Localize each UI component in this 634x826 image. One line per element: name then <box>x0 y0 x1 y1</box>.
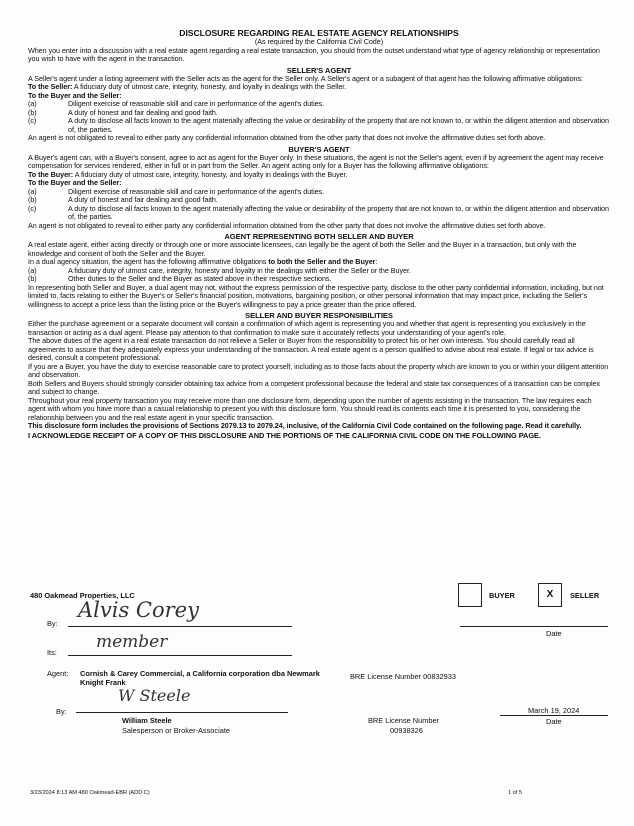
buyer-agent-paragraph: A Buyer's agent can, with a Buyer's consent, agree to act as agent for the Buyer only. In these situations, the agent is not the Seller's agent, even if by agreement the agent may receive compensation for services rendered, either in full or in part from the Seller. An agent acting only for a Buyer has the following affirmative obligations: <box>28 152 604 170</box>
by2-label: By: <box>56 707 67 716</box>
responsibilities-paragraph: Either the purchase agreement or a separate document will contain a confirmation of which agent is representing you and whether that agent is representing you exclusively in the transaction or acting as a dual agent. Please pay attention to that confirmation to make sure it accurately reflects your understanding of your agent's role. <box>28 319 586 337</box>
list-text: A duty of honest and fair dealing and good faith. <box>68 107 218 117</box>
date-line <box>460 626 608 627</box>
dual-agent-heading: AGENT REPRESENTING BOTH SELLER AND BUYER <box>224 232 414 241</box>
list-marker: (b) <box>28 274 37 283</box>
salesperson-license-number: 00938326 <box>390 726 423 735</box>
to-buyer-label: To the Buyer: <box>28 169 74 179</box>
responsibilities-paragraph: If you are a Buyer, you have the duty to exercise reasonable care to protect yourself, including as to those facts about the property which are known to you or within your diligent attention and observation. <box>28 361 609 379</box>
its-line <box>68 655 292 656</box>
dual-agent-representing: In representing both Seller and Buyer, a dual agent may not, without the express permission of the respective party, disclose to the other party confidential information, including, but not limited to, facts relating to either the Buyer's or Seller's financial position, motivations, bargaining position, or other personal information that may impact price, including the Seller's willingness to accept a price less than the listing price or the Buyer's willingness to pay a price greater than the price offered. <box>28 282 604 309</box>
salesperson-signature: W Steele <box>118 686 191 705</box>
agent-license: BRE License Number 00832933 <box>350 672 456 681</box>
list-marker: (b) <box>28 195 37 204</box>
by2-signature-line <box>76 712 288 713</box>
by-label: By: <box>47 619 58 628</box>
list-item <box>28 117 610 134</box>
seller-agent-paragraph: A Seller's agent under a listing agreement with the Seller acts as the agent for the Seller only. A Seller's agent or a subagent of that agent has the following affirmative obligations: <box>28 73 583 83</box>
list-marker: (c) <box>28 203 37 213</box>
dual-agent-paragraph: A real estate agent, either acting directly or through one or more associate licensees, can legally be the agent of both the Seller and the Buyer in a transaction, but only with the knowledge and consent of both the Seller and the Buyer. <box>28 240 577 258</box>
page-title: DISCLOSURE REGARDING REAL ESTATE AGENCY RELATIONSHIPS <box>179 28 459 38</box>
seller-label: SELLER <box>570 591 600 600</box>
list-marker: (a) <box>28 99 37 108</box>
list-marker: (a) <box>28 265 37 275</box>
dual-obligations-text: In a dual agency situation, the agent has the following affirmative obligations <box>28 257 269 266</box>
buyer-agent-confidential: An agent is not obligated to reveal to either party any confidential information obtained from the other party that does not involve the affirmative duties set forth above. <box>28 220 546 230</box>
list-text: A fiduciary duty of utmost care, integrity, honesty and loyalty in the dealings with either the Seller or the Buyer. <box>68 265 411 275</box>
list-text: Diligent exercise of reasonable skill and care in performance of the agent's duties. <box>68 186 325 196</box>
seller-agent-confidential: An agent is not obligated to reveal to either party any confidential information obtained from the other party that does not involve the affirmative duties set forth above. <box>28 133 546 142</box>
acknowledgement: I ACKNOWLEDGE RECEIPT OF A COPY OF THIS DISCLOSURE AND THE PORTIONS OF THE CALIFORNIA CIVIL CODE ON THE FOLLOWING PAGE. <box>28 430 541 440</box>
responsibilities-paragraph: Both Sellers and Buyers should strongly consider obtaining tax advice from a competent professional because the federal and state tax consequences of a transaction can be complex and subject to change. <box>28 378 601 396</box>
salesperson-name: William Steele <box>122 716 172 725</box>
list-text: Diligent exercise of reasonable skill and care in performance of the agent's duties. <box>68 99 325 108</box>
its-title-handwritten: member <box>96 632 168 652</box>
party-name: 480 Oakmead Properties, LLC <box>30 591 135 600</box>
list-text: A duty to disclose all facts known to the agent materially affecting the value or desirability of the property that are not known to, or within the diligent attention and observation of, the parties. <box>68 203 609 221</box>
civil-code-note: This disclosure form includes the provisions of Sections 2079.13 to 2079.24, inclusive, of the California Civil Code contained on the following page. Read it carefully. <box>28 421 582 430</box>
seller-agent-heading: SELLER'S AGENT <box>286 65 352 75</box>
responsibilities-heading: SELLER AND BUYER RESPONSIBILITIES <box>245 311 393 320</box>
list-text: Other duties to the Seller and the Buyer as stated above in their respective sections. <box>68 274 332 283</box>
buyer-agent-heading: BUYER'S AGENT <box>288 144 350 154</box>
agent-name: Cornish & Carey Commercial, a California corporation dba Newmark Knight Frank <box>80 669 320 687</box>
responsibilities-paragraph: Throughout your real property transaction you may receive more than one disclosure form, depending upon the number of agents assisting in the transaction. The law requires each agent with whom you have more than a casual relationship to present you with this disclosure form. You should read its contents each time it is presented to you, considering the relationship between you and the real estate agent in your specific transaction. <box>28 395 592 422</box>
page-number: 1 of 5 <box>508 790 522 796</box>
list-text: A duty of honest and fair dealing and good faith. <box>68 195 218 204</box>
its-label: Its: <box>47 648 57 657</box>
disclosure-body <box>28 28 610 440</box>
date2-value: March 19, 2024 <box>528 706 580 715</box>
list-item <box>28 205 610 222</box>
intro-paragraph: When you enter into a discussion with a real estate agent regarding a real estate transaction, you should from the outset understand what type of agency relationship or representation you wish to have with the agent in the transaction. <box>28 45 600 63</box>
owner-signature: Alvis Corey <box>78 598 199 622</box>
list-marker: (c) <box>28 116 37 125</box>
salesperson-license-label: BRE License Number <box>368 716 440 725</box>
date-label: Date <box>546 629 562 638</box>
by-signature-line <box>68 626 292 627</box>
list-marker: (b) <box>28 107 37 117</box>
buyer-label: BUYER <box>489 591 515 600</box>
dual-obligations-colon: : <box>375 257 378 266</box>
buyer-checkbox[interactable] <box>458 583 482 607</box>
date2-label: Date <box>546 717 562 726</box>
salesperson-title: Salesperson or Broker-Associate <box>122 726 231 735</box>
to-seller-text: A fiduciary duty of utmost care, integrity, honesty, and loyalty in dealings with the Seller. <box>72 82 347 91</box>
list-text: A duty to disclose all facts known to the agent materially affecting the value or desirability of the property that are not known to, or within the diligent attention and observation of, the parties. <box>68 116 609 134</box>
to-buyer-text: A fiduciary duty of utmost care, integrity, honesty, and loyalty in dealings with the Buyer. <box>73 169 348 179</box>
responsibilities-paragraph: The above duties of the agent in a real estate transaction do not relieve a Seller or Buyer from the responsibility to protect his or her own interests. You should carefully read all agreements to assure that they adequately express your understanding of the transaction. A real estate agent is a person qualified to advise about real estate. If legal or tax advice is desired, consult a competent professional. <box>28 336 594 362</box>
page-subtitle: (As required by the California Civil Code) <box>254 37 384 46</box>
date2-line <box>500 715 608 716</box>
seller-checkbox[interactable]: X <box>538 583 562 607</box>
list-marker: (a) <box>28 186 37 196</box>
seller-agent-to-both-label: To the Buyer and the Seller: <box>28 90 122 100</box>
agent-label: Agent: <box>47 669 69 678</box>
footer-left: 3/23/2024 8:13 AM 480 Oakmead-EBR (ADD C) <box>30 790 150 796</box>
to-seller-label: To the Seller: <box>28 82 73 91</box>
dual-obligations-bold: to both the Seller and the Buyer <box>268 257 376 266</box>
buyer-agent-to-both-label: To the Buyer and the Seller: <box>28 178 122 187</box>
